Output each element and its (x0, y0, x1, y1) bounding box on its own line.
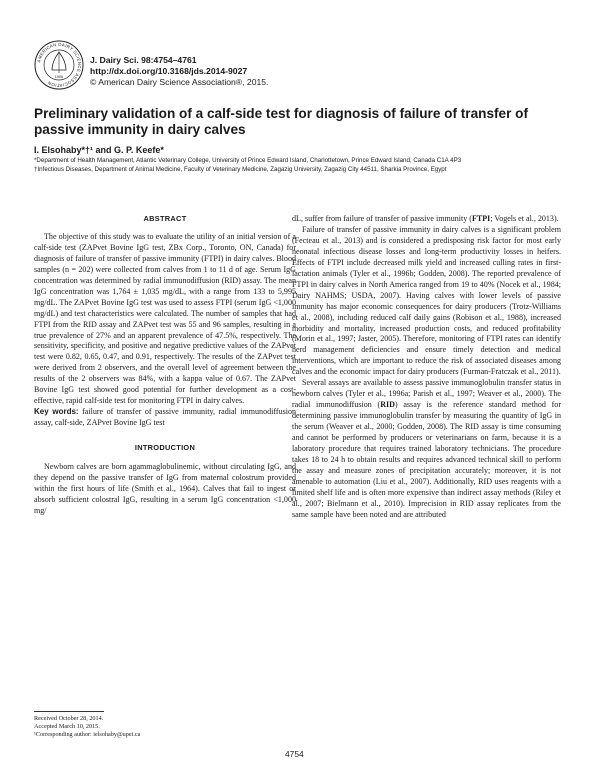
intro-paragraph-3 (292, 378, 561, 520)
intro-continuation (292, 214, 561, 225)
abstract-heading: ABSTRACT (143, 214, 187, 223)
keywords-text: failure of transfer of passive immunity, radial immunodiffusion assay, calf-side, ZAPvet Bovine IgG test (34, 407, 297, 428)
affiliation-2: †Infectious Diseases, Department of Animal Medicine, Faculty of Veterinary Medicine, Zagazig University, Zagazig City 44511, Sharkia Province, Egypt (34, 165, 447, 173)
accepted-date: Accepted March 10, 2015. (34, 723, 100, 731)
logo-year: 1906 (54, 75, 64, 79)
received-date: Received October 28, 2014. (34, 715, 104, 722)
p3-text-a: Several assays are available to assess passive immunoglobulin transfer status in newborn calves (Tyler et al., 1996a; Parish et al., 1997; Weaver et al., 2000). The radial immunodiffusion ( (292, 378, 561, 410)
left-column (34, 214, 296, 517)
footnotes (34, 715, 140, 740)
introduction-heading: INTRODUCTION (134, 443, 196, 453)
affiliation-1: *Department of Health Management, Atlantic Veterinary College, University of Prince Edward Island, Charlottetown, Prince Edward Island, Canada C1A 4P3 (34, 157, 462, 164)
journal-info (90, 55, 268, 88)
abstract-text: The objective of this study was to evaluate the utility of an initial version of a calf-side test (ZAPvet Bovine IgG test, ZBx Corp., Toronto, ON, Canada) for diagnosis of failure of transfer of passive immunity (FTPI) in dairy calves. Blood samples (n = 202) were collected from calves from 1 to 11 d of age. Serum IgG concentration was determined by radial immunodiffusion (RID) assay. The mean IgG concentration was 1,764 ± 1,035 mg/dL, with a range from 133 to 5,995 mg/dL. The ZAPvet Bovine IgG test was used to assess FTPI (serum IgG <1,000 mg/dL) and test characteristics were calculated. The number of samples that had FTPI from the RID assay and ZAPvet test was 55 and 96 samples, resulting in a true prevalence of 27% and an apparent prevalence of 47.5%, respectively. The sensitivity, specificity, and positive and negative predictive values of the ZAPvet test were 0.82, 0.65, 0.47, and 0.91, respectively. The results of the ZAPvet test were derived from 2 observers, and the overall level of agreement between the results of the 2 observers was 84%, with a kappa value of 0.67. The ZAPvet Bovine IgG test showed good potential for further development as a cost-effective, rapid calf-side test for monitoring FTPI in dairy calves. (34, 231, 296, 406)
corresponding-author: ¹Corresponding author: ielsohaby@upei.ca (34, 731, 141, 739)
article-title: Preliminary validation of a calf-side test for diagnosis of failure of transfer of passive immunity in dairy calves (34, 106, 529, 137)
adsa-seal-logo (34, 40, 84, 90)
intro-paragraph-1: Newborn calves are born agammaglobulinemic, without circulating IgG, and they depend on the passive transfer of IgG from maternal colostrum provided within the first hours of life (Smith et al., 1964). Calves that fail to ingest or absorb sufficient colostral IgG, resulting in a serum IgG concentration <1,000 mg/ (34, 462, 296, 515)
p3-text-b: ) assay is the reference standard method for determining passive immunoglobulin transfer by measuring the quantity of IgG in the serum (Weaver et al., 2000; Godden, 2008). The RID assay is time consuming and cannot be performed by producers or veterinarians on farm, because it is a laboratory procedure that requires trained laboratory technicians. The procedure takes 18 to 24 h to obtain results and requires advanced technical skill to perform the assay and measure zones of precipitation accurately; moreover, it is not amenable to automation (Liu et al., 2007). Additionally, RID uses reagents with a limited shelf life and is often more expensive than indirect assay methods (Riley et al., 2007; Bielmann et al., 2010). Imprecision in RID assay replicates from the same sample have been noted and are attributed (292, 400, 562, 519)
ftpi-abbr: FTPI (471, 214, 491, 223)
cont-text-b: ; Vogels et al., 2013). (490, 214, 559, 223)
cont-text-a: dL, suffer from failure of transfer of passive immunity ( (292, 214, 472, 223)
copyright-line: © American Dairy Science Association®, 2015. (90, 77, 269, 87)
footnote-divider (34, 711, 104, 712)
doi-link[interactable]: http://dx.doi.org/10.3168/jds.2014-9027 (90, 66, 248, 76)
intro-paragraph-2: Failure of transfer of passive immunity in dairy calves is a significant problem (Fecteau et al., 2013) and is considered a predisposing risk factor for most early neonatal infectious disease losses and long-term productivity losses in heifers. Effects of FTPI include decreased milk yield and increased culling rates in first-lactation animals (Tyler et al., 1996b; Godden, 2008). The reported prevalence of FTPI in dairy calves in North America ranged from 19 to 40% (Nocek et al., 1984; Dairy NAHMS; USDA, 2007). Having calves with lower levels of passive immunity has major economic consequences for dairy producers (Trotz-Williams et al., 2008), including reduced calf daily gains (Robison et al., 1988), increased morbidity and mortality, increased production costs, and reduced profitability (Morin et al., 1997; Jaster, 2005). Therefore, monitoring of FTPI rates can identify herd management deficiencies and ensure timely detection and medical interventions, which are important to reduce the risk of associated diseases among calves and the economic impact for dairy producers (Furman-Fratczak et al., 2011). (292, 224, 561, 377)
right-column (292, 214, 561, 521)
logo-ring-text: AMERICAN DAIRY SCIENCE ASSOCIATION (36, 41, 83, 89)
keywords-paragraph (34, 407, 296, 429)
rid-abbr: RID (380, 400, 395, 410)
journal-citation: J. Dairy Sci. 98:4754–4761 (90, 55, 197, 65)
author-list: I. Elsohaby*†¹ and G. P. Keefe* (34, 145, 164, 155)
page-number: 4754 (285, 749, 304, 759)
keywords-label: Key words: (34, 407, 79, 417)
affiliations (34, 157, 574, 174)
